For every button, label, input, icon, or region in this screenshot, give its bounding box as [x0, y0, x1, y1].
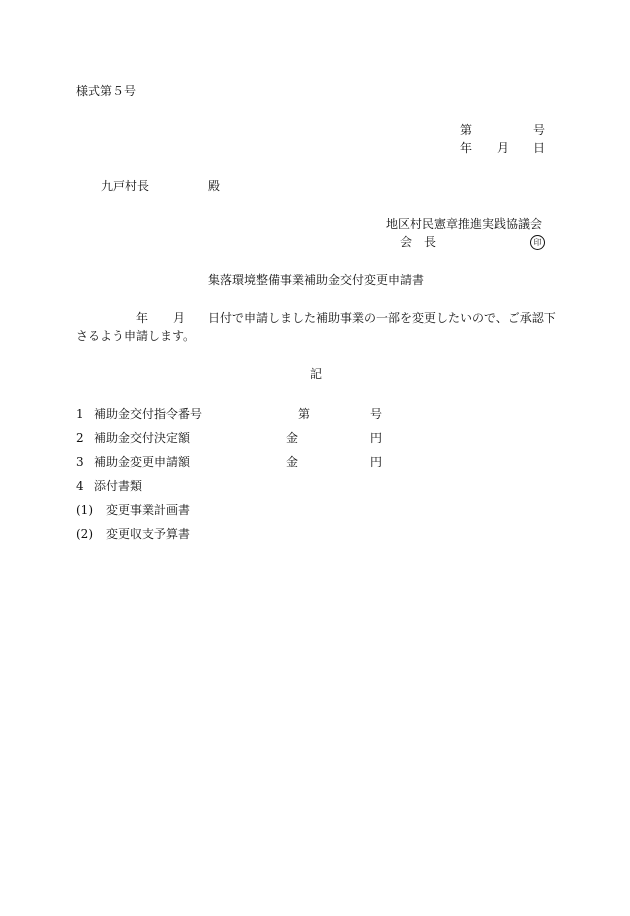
item-label: 添付書類: [94, 479, 143, 493]
item-label: 補助金交付決定額: [94, 431, 191, 445]
body-month: 月: [173, 311, 186, 325]
item-number: 1: [76, 407, 84, 421]
attachment-label: 変更収支予算書: [106, 527, 191, 541]
item-number: 2: [76, 431, 84, 445]
item-suffix: 円: [370, 455, 383, 469]
addressee-name: 九戸村長: [101, 179, 150, 193]
document-title: 集落環境整備事業補助金交付変更申請書: [208, 273, 425, 287]
body-line-2: さるよう申請します。: [76, 329, 196, 343]
date-day: 日: [533, 141, 546, 155]
item-label: 補助金変更申請額: [94, 455, 191, 469]
item-label: 補助金交付指令番号: [94, 407, 203, 421]
attachment-number: (1): [76, 503, 93, 517]
addressee-honorific: 殿: [208, 179, 221, 193]
date-month: 月: [497, 141, 510, 155]
item-number: 4: [76, 479, 84, 493]
ki-heading: 記: [310, 367, 323, 381]
body-line-1: 日付で申請しました補助事業の一部を変更したいので、ご承認下: [208, 311, 556, 325]
form-number: 様式第５号: [76, 84, 137, 98]
sender-title: 会 長: [400, 235, 437, 249]
seal-mark: 印: [530, 235, 545, 250]
item-prefix: 金: [286, 455, 299, 469]
doc-number-go: 号: [533, 123, 546, 137]
item-prefix: 金: [286, 431, 299, 445]
date-year: 年: [460, 141, 473, 155]
attachment-number: (2): [76, 527, 93, 541]
item-suffix: 円: [370, 431, 383, 445]
sender-organization: 地区村民憲章推進実践協議会: [386, 217, 543, 231]
doc-number-dai: 第: [460, 123, 473, 137]
item-prefix: 第: [298, 407, 311, 421]
item-number: 3: [76, 455, 84, 469]
body-year: 年: [136, 311, 149, 325]
item-suffix: 号: [370, 407, 383, 421]
attachment-label: 変更事業計画書: [106, 503, 191, 517]
